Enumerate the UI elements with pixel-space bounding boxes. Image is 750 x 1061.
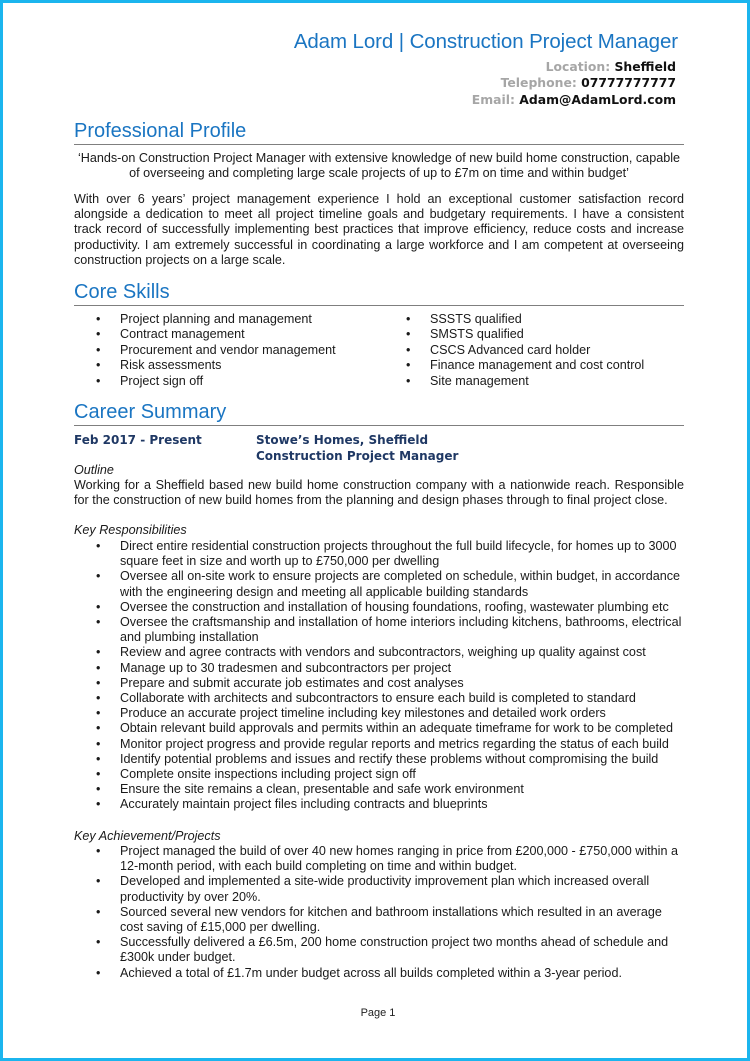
achievement-item: • Project managed the build of over 40 new homes ranging in price from £200,000 - £750,000 within a 12-month period, with each build completing on time and within budget. [96, 844, 686, 874]
responsibility-item: • Ensure the site remains a clean, presentable and safe work environment [96, 782, 686, 797]
contact-location [472, 59, 676, 75]
skill-item: • Project sign off [96, 374, 386, 389]
contact-telephone [472, 75, 676, 91]
skill-item: • Procurement and vendor management [96, 343, 386, 358]
contact-value: 07777777777 [581, 75, 676, 91]
skill-item: • CSCS Advanced card holder [406, 343, 686, 358]
contact-email [472, 92, 676, 108]
responsibility-item: • Prepare and submit accurate job estimates and cost analyses [96, 676, 686, 691]
responsibility-item: • Collaborate with architects and subcontractors to ensure each build is completed to standard [96, 691, 686, 706]
responsibility-item: • Review and agree contracts with vendors and subcontractors, weighing up quality against cost [96, 645, 686, 660]
responsibility-item: • Monitor project progress and provide regular reports and metrics regarding the status of each build [96, 737, 686, 752]
achievement-item: • Successfully delivered a £6.5m, 200 home construction project two months ahead of schedule and £300k under budget. [96, 935, 686, 965]
section-heading-skills: Core Skills [74, 280, 684, 306]
skill-item: • Project planning and management [96, 312, 386, 327]
contact-value: Sheffield [614, 59, 676, 74]
contact-label: Telephone: [500, 75, 577, 91]
contact-value: Adam@AdamLord.com [519, 91, 676, 107]
responsibility-item: • Direct entire residential construction projects throughout the full build lifecycle, for homes up to 3000 square feet in size and worth up to £750,000 per dwelling [96, 539, 686, 569]
job-dates: Feb 2017 - Present [74, 433, 202, 447]
responsibilities-label: Key Responsibilities [74, 523, 187, 537]
profile-paragraph: With over 6 years’ project management experience I hold an exceptional customer satisfaction record alongside a dedication to meet all project timeline goals and budgetary requirements. I have a consistent track record of successfully implementing best practices that improve efficiency, reduce costs and increase productivity. I am extremely successful in coordinating a large workforce and I am competent at overseeing construction projects on a large scale. [74, 192, 684, 267]
responsibility-item: • Produce an accurate project timeline including key milestones and detailed work orders [96, 706, 686, 721]
skill-item: • Finance management and cost control [406, 358, 686, 373]
responsibility-item: • Oversee the craftsmanship and installation of home interiors including kitchens, bathrooms, electrical and plumbing installation [96, 615, 686, 645]
responsibility-item: • Manage up to 30 tradesmen and subcontractors per project [96, 661, 686, 676]
achievement-item: • Developed and implemented a site-wide productivity improvement plan which increased overall productivity by over 20%. [96, 874, 686, 904]
responsibility-item: • Complete onsite inspections including project sign off [96, 767, 686, 782]
responsibility-item: • Accurately maintain project files including contracts and blueprints [96, 797, 686, 812]
achievement-item: • Sourced several new vendors for kitchen and bathroom installations which resulted in an average cost saving of £15,000 per dwelling. [96, 905, 686, 935]
skills-list-left [96, 312, 386, 389]
job-employer: Stowe’s Homes, Sheffield [256, 433, 429, 447]
responsibility-item: • Obtain relevant build approvals and permits within an adequate timeframe for work to be completed [96, 721, 686, 736]
skill-item: • SSSTS qualified [406, 312, 686, 327]
section-heading-profile: Professional Profile [74, 119, 684, 145]
section-heading-career: Career Summary [74, 400, 684, 426]
responsibility-item: • Identify potential problems and issues and rectify these problems without compromising the build [96, 752, 686, 767]
document-title: Adam Lord | Construction Project Manager [293, 30, 678, 53]
skill-item: • SMSTS qualified [406, 327, 686, 342]
outline-label: Outline [74, 463, 114, 477]
responsibility-item: • Oversee all on-site work to ensure projects are completed on schedule, within budget, in accordance with the engineering design and meeting all applicable building standards [96, 569, 686, 599]
skill-item: • Site management [406, 374, 686, 389]
contact-block [472, 59, 676, 108]
achievements-list [96, 844, 686, 981]
page-number: Page 1 [360, 1007, 396, 1019]
responsibilities-list [96, 539, 686, 813]
contact-label: Location: [545, 59, 611, 74]
skills-list-right [406, 312, 686, 389]
profile-quote: ‘Hands-on Construction Project Manager with extensive knowledge of new build home construction, capable of overseeing and completing large scale projects of up to £7m on time and within budget’ [77, 151, 681, 181]
skill-item: • Contract management [96, 327, 386, 342]
skill-item: • Risk assessments [96, 358, 386, 373]
job-employer-block [256, 432, 458, 464]
contact-label: Email: [471, 91, 515, 107]
job-role: Construction Project Manager [256, 449, 459, 463]
achievements-label: Key Achievement/Projects [74, 829, 221, 843]
job-outline: Working for a Sheffield based new build home construction company with a nationwide reach. Responsible for the construction of new build homes from the planning and design phases through to final project close. [74, 478, 684, 508]
responsibility-item: • Oversee the construction and installation of housing foundations, roofing, wastewater plumbing etc [96, 600, 686, 615]
achievement-item: • Achieved a total of £1.7m under budget across all builds completed within a 3-year period. [96, 966, 686, 981]
